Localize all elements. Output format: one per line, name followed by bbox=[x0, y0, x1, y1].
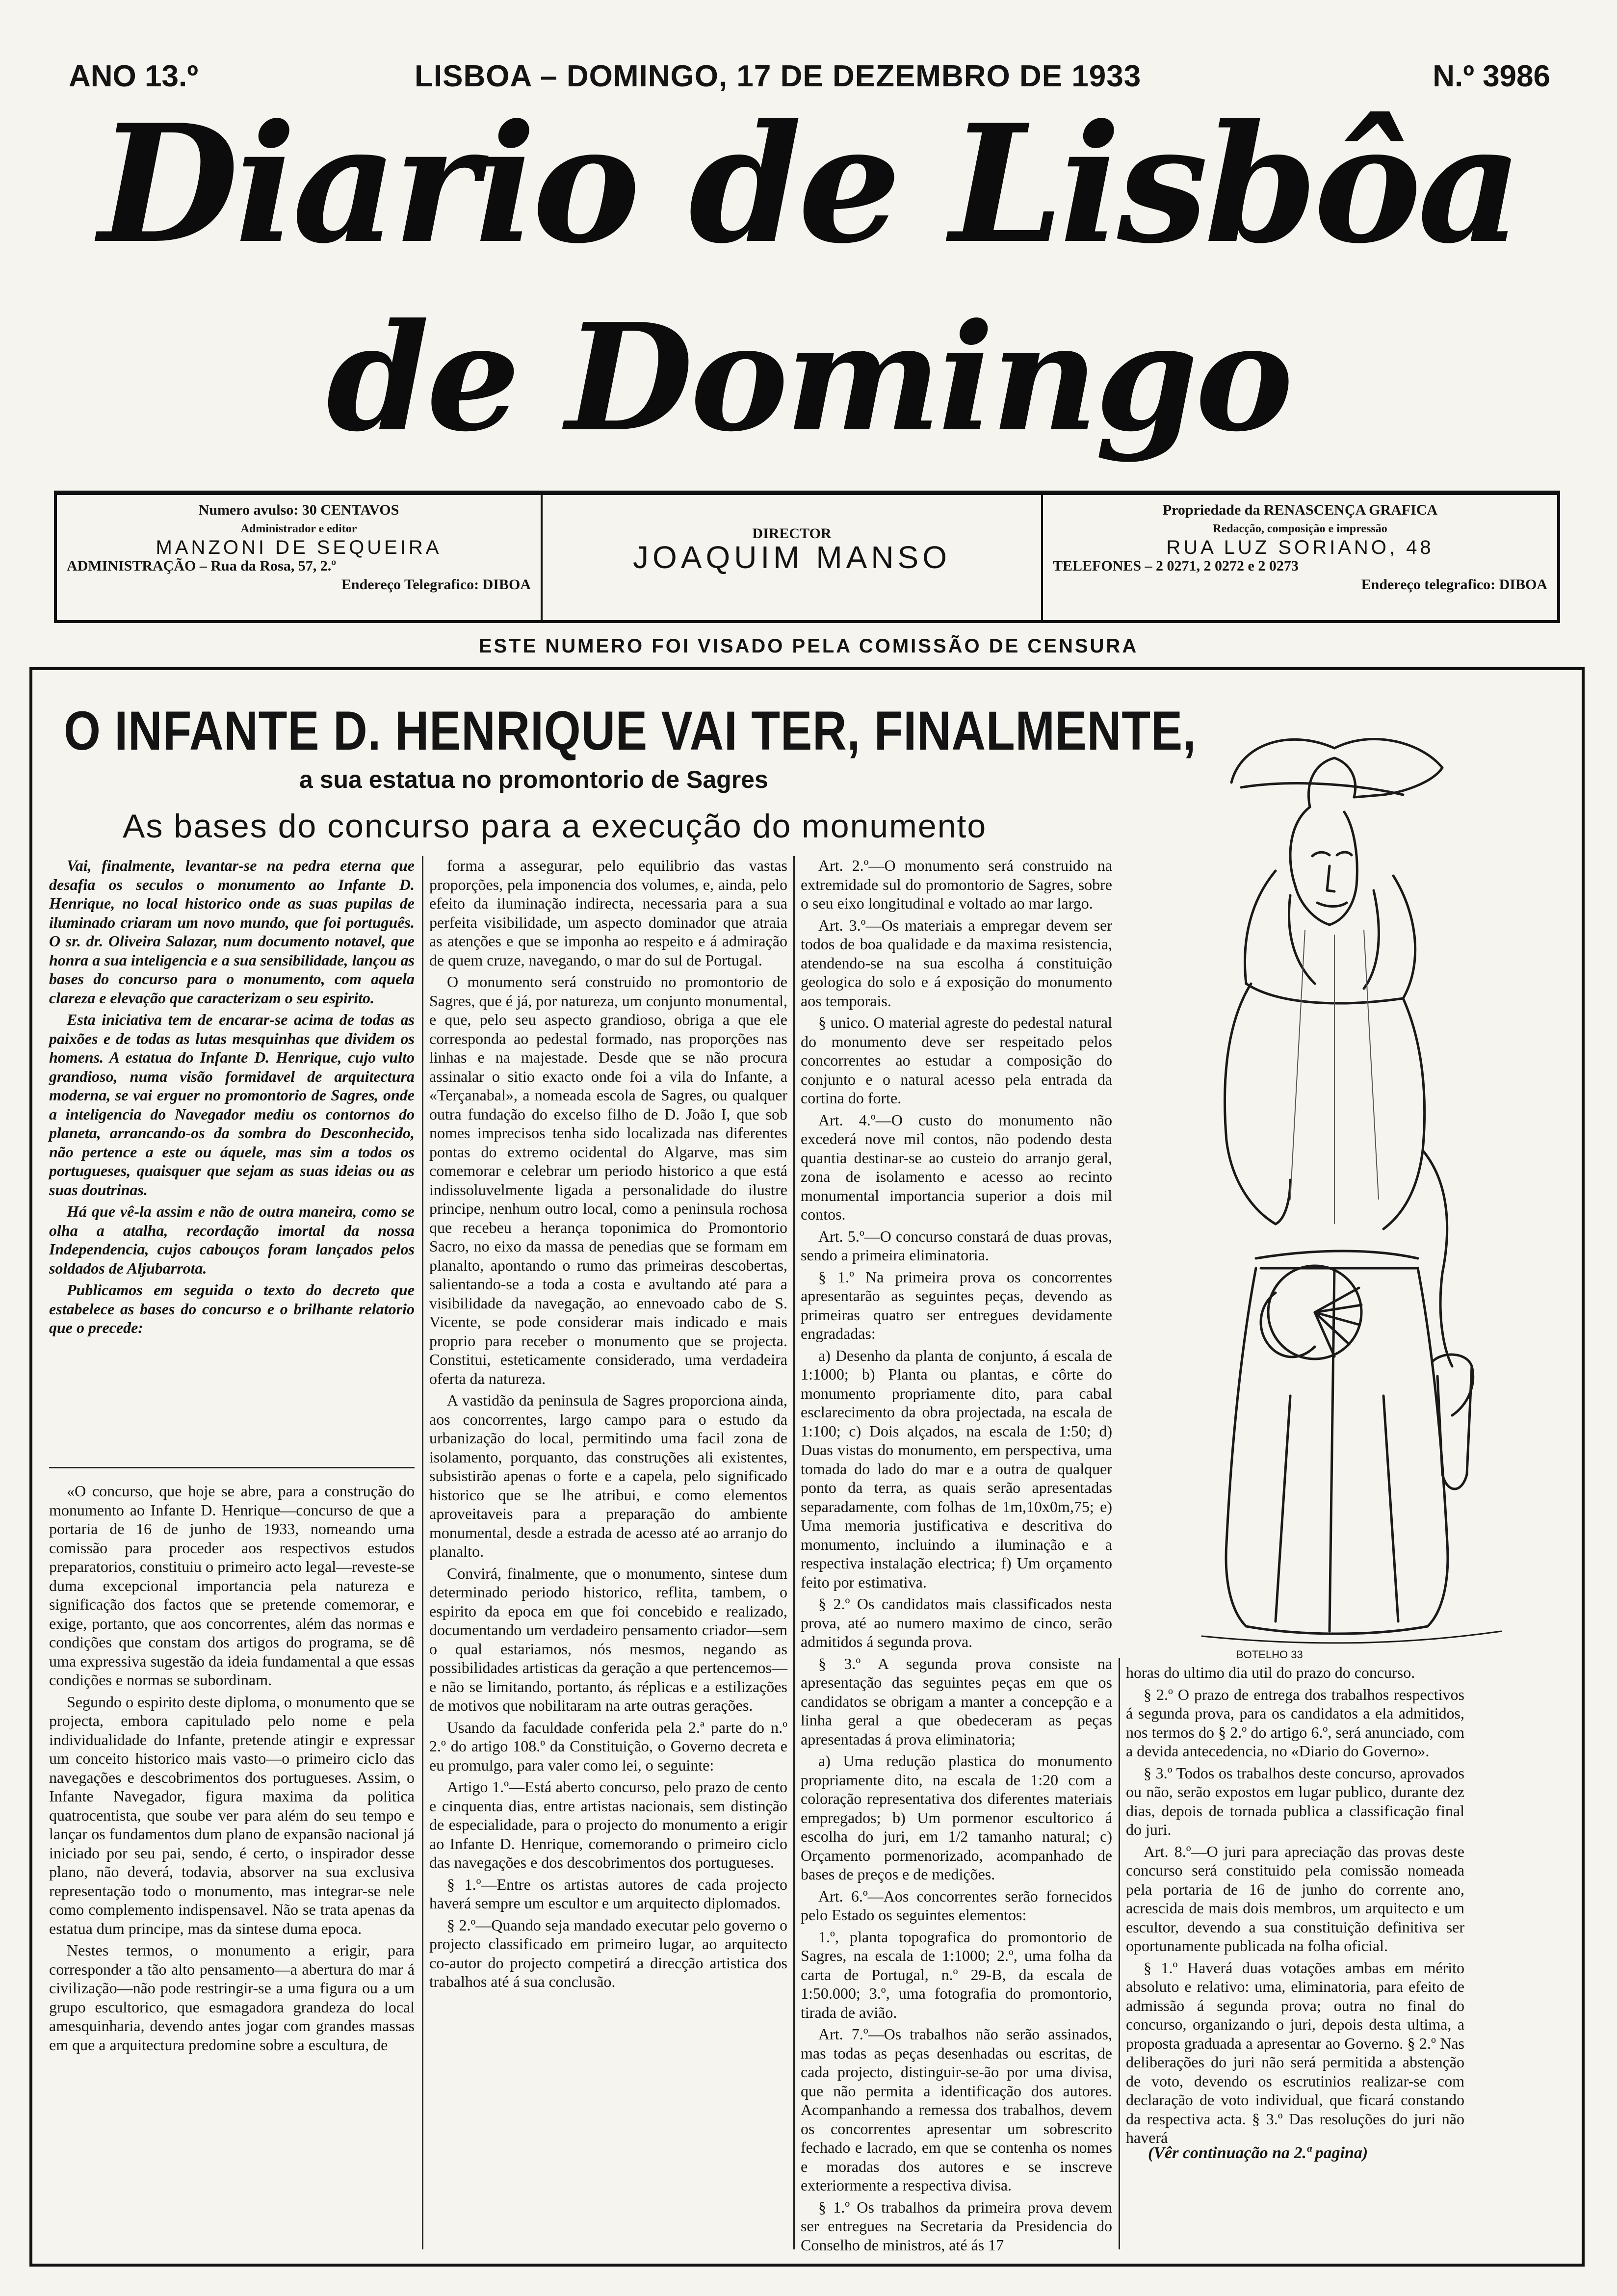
paragraph: forma a assegurar, pelo equilibrio das vastas proporções, pela imponencia dos volumes, e, ainda, pelo efeito da iluminação indirecta, necessaria para a sua perfeita visibilidade, um aspecto dominador que atraia as atenções e que se imponha ao respeito e á admiração de quem cruze, navegando, o mar do sul de Portugal. bbox=[429, 857, 787, 969]
paragraph: Nestes termos, o monumento a erigir, para corresponder a tão alto pensamento—a abertura do mar á civilização—não pode restringir-se a uma figura ou a um grupo escultorico, que esmagadora grandeza do local amesquinharia, devendo antes jogar com grandes massas em que a arquitectura predomine sobre a escultura, de bbox=[49, 1941, 415, 2054]
masthead-subtitle: de Domingo bbox=[326, 291, 1291, 464]
paragraph: Segundo o espirito deste diploma, o monumento que se projecta, embora capitulado pelo nome e pela individualidade do Infante, pretende atingir e expressar um conceito historico mais vasto—o primeiro ciclo das navegações e descobrimentos dos portugueses. Assim, o Infante Navegador, figura maxima da politica quatrocentista, que soube ver para além do seu tempo e lançar os fundamentos dum plano de expansão nacional já iniciado por seu pai, sendo, é certo, o inspirador desse plano, não deverá, todavia, absorver na sua exclusiva representação todo o monumento, mas integrar-se nele como complemento indispensavel. Não se trata apenas da estatua dum principe, mas da sintese duma epoca. bbox=[49, 1693, 415, 1937]
year-label: ANO 13.º bbox=[69, 59, 198, 93]
headline: O INFANTE D. HENRIQUE VAI TER, FINALMENTE, bbox=[64, 700, 1197, 761]
column-1 bbox=[49, 1482, 415, 2252]
paragraph: § unico. O material agreste do pedestal natural do monumento deve ser respeitado pelos concorrentes ao estudar a composição do conjunto e o natural acesso pela entrada da cortina do forte. bbox=[801, 1014, 1112, 1107]
info-box bbox=[54, 491, 1560, 623]
paragraph: Art. 5.º—O concurso constará de duas provas, sendo a primeira eliminatoria. bbox=[801, 1227, 1112, 1264]
intro-column bbox=[49, 856, 415, 1455]
paragraph: a) Desenho da planta de conjunto, á escala de 1:1000; b) Planta ou plantas, e côrte do monumento propriamente dito, para cabal esclarecimento da obra projectada, na escala de 1:100; c) Dois alçados, na escala de 1:50; d) Duas vistas do monumento, em perspectiva, uma tomada do lado do mar e a outra de qualquer ponto da terra, as quais serão apresentadas separadamente, com folhas de 1m,10x0m,75; e) Uma memoria justificativa e descritiva do monumento, incluindo a iluminação e a respectiva instalação electrica; f) Um orçamento feito por estimativa. bbox=[801, 1346, 1112, 1591]
info-admin bbox=[57, 495, 543, 620]
intro-paragraph: Vai, finalmente, levantar-se na pedra eterna que desafia os seculos o monumento ao Infante D. Henrique, no local historico onde as suas pupilas de iluminado criaram um novo mundo, que foi português. O sr. dr. Oliveira Salazar, num documento notavel, que honra a sua inteligencia e a sua sensibilidade, lançou as bases do concurso para o monumento, com aquela clareza e elevação que caracterizam o seu espirito. bbox=[49, 857, 415, 1007]
paragraph: § 1.º Os trabalhos da primeira prova devem ser entregues na Secretaria da Presidencia do Conselho de ministros, até ás 17 bbox=[801, 2198, 1112, 2254]
paragraph: Convirá, finalmente, que o monumento, sintese dum determinado periodo historico, reflita, tambem, o espirito da epoca em que foi concebido e realizado, documentando um verdadeiro pensamento criador—sem o qual estariamos, nós mesmos, negando as possibilidades artisticas da geração a que pertencemos—e não se limitando, portanto, ás réplicas e a estilizações de motivos que nobilitaram na arte outras gerações. bbox=[429, 1564, 787, 1714]
director-name: JOAQUIM MANSO bbox=[632, 540, 951, 575]
masthead-title: Diario de Lisbôa bbox=[98, 89, 1519, 279]
paragraph: Usando da faculdade conferida pela 2.ª parte do n.º 2.º do artigo 108.º da Constituição, o Governo decreta e eu promulgo, para valer como lei, o seguinte: bbox=[429, 1718, 787, 1774]
paragraph: Art. 8.º—O juri para apreciação das provas deste concurso será constituido pela comissão nomeada pela portaria de 16 de junho do corrente ano, acrescida de mais dois membros, um arquitecto e um escultor, devendo a sua constituição definitiva ser oportunamente publicada na folha oficial. bbox=[1126, 1842, 1464, 1955]
admin-label: Administrador e editor bbox=[240, 522, 357, 535]
paragraph: § 2.º O prazo de entrega dos trabalhos respectivos á segunda prova, para os candidatos a ela admitidos, nos termos do § 2.º do artigo 6.º, será anunciado, com a devida antecedencia, no «Diario do Governo». bbox=[1126, 1685, 1464, 1760]
admin-telegraph: Endereço Telegrafico: DIBOA bbox=[341, 576, 531, 593]
intro-paragraph: Publicamos em seguida o texto do decreto que estabelece as bases do concurso e o brilhante relatorio que o precede: bbox=[49, 1281, 415, 1336]
column-3 bbox=[801, 856, 1112, 2252]
paragraph: A vastidão da peninsula de Sagres proporciona ainda, aos concorrentes, largo campo para o estudo da urbanização do local, permitindo uma facil zona de isolamento, porquanto, das construções ali existentes, subsistirão apenas o forte e a capela, pelo significado historico que se lhe atribui, e como elementos aproveitaveis para a preparação do ambiente monumental, desde a estrada de acesso até ao arranjo do planalto. bbox=[429, 1391, 787, 1560]
column-divider bbox=[1119, 1658, 1120, 2249]
paragraph: «O concurso, que hoje se abre, para a construção do monumento ao Infante D. Henrique—concurso de que a portaria de 16 de junho de 1933, nomeando uma comissão para proceder aos respectivos estudos preparatorios, constituiu o primeiro acto legal—reveste-se duma excepcional importancia pela natureza e significação dos factos que se pretende comemorar, e exige, portanto, que aos concorrentes, além das normas e condições que constam dos artigos do programa, se dê uma expressiva sugestão da ideia fundamental a que essas condições e normas se subordinam. bbox=[49, 1482, 415, 1689]
section-heading: As bases do concurso para a execução do monumento bbox=[123, 808, 987, 845]
column-4 bbox=[1126, 1663, 1464, 2146]
continuation-note: (Vêr continuação na 2.ª pagina) bbox=[1148, 2144, 1368, 2162]
illustration-signature: BOTELHO 33 bbox=[1236, 1648, 1303, 1661]
street: RUA LUZ SORIANO, 48 bbox=[1166, 537, 1434, 558]
admin-address: ADMINISTRAÇÃO – Rua da Rosa, 57, 2.º bbox=[67, 558, 337, 574]
owner-telegraph: Endereço telegrafico: DIBOA bbox=[1361, 576, 1547, 593]
director-label: DIRECTOR bbox=[752, 525, 832, 542]
intro-divider bbox=[49, 1467, 415, 1468]
paragraph: 1.º, planta topografica do promontorio de Sagres, na escala de 1:1000; 2.º, uma folha da carta de Portugal, n.º 29-B, da escala de 1:50.000; 3.º, uma fotografia do promontorio, tirada de avião. bbox=[801, 1928, 1112, 2021]
paragraph: § 3.º A segunda prova consiste na apresentação das seguintes peças em que os candidatos se obrigam a manter a concepção e a linha geral a que obedeceram as peças apresentadas á prova eliminatoria; bbox=[801, 1654, 1112, 1748]
paragraph: Art. 4.º—O custo do monumento não excederá nove mil contos, não podendo desta quantia destinar-se ao custeio do arranjo geral, zona de isolamento e acesso ao recinto monumental importancia superior a dois mil contos. bbox=[801, 1111, 1112, 1223]
info-owner bbox=[1043, 495, 1557, 620]
info-director bbox=[543, 495, 1043, 620]
redacao: Redacção, composição e impressão bbox=[1213, 522, 1387, 535]
paragraph: § 2.º—Quando seja mandado executar pelo governo o projecto classificado em primeiro lugar, ao arquitecto co-autor do projecto competirá a direcção artistica dos trabalhos até á sua conclusão. bbox=[429, 1916, 787, 1990]
paragraph: Art. 2.º—O monumento será construido na extremidade sul do promontorio de Sagres, sobre o seu eixo longitudinal e voltado ao mar largo. bbox=[801, 857, 1112, 912]
admin-name: MANZONI DE SEQUEIRA bbox=[156, 537, 442, 558]
intro-paragraph: Há que vê-la assim e não de outra maneira, como se olha a atalha, recordação imortal da nossa Independencia, cujos cabouços foram lançados pelos soldados de Aljubarrota. bbox=[49, 1202, 415, 1277]
paragraph: § 3.º Todos os trabalhos deste concurso, aprovados ou não, serão expostos em lugar publico, durante dez dias, depois de tornada publica a classificação final do juri. bbox=[1126, 1764, 1464, 1838]
paragraph: O monumento será construido no promontorio de Sagres, que é já, por natureza, um conjunto monumental, e que, pelo seu aspecto grandioso, obriga a que ele corresponda ao pedestal formado, nas proporções nas linhas e na majestade. Desde que se não procura assinalar o sitio exacto onde foi a vila do Infante, a «Terçanabal», a nomeada escola de Sagres, ou qualquer outra fundação do excelso filho de D. João I, que sob nomes imprecisos tenha sido localizada nas diferentes pontas do extremo ocidental do Algarve, mas sim comemorar e celebrar um periodo historico a que está indissoluvelmente ligada a personalidade do ilustre principe, nenhum outro local, como a peninsula rochosa que recebeu a herança toponimica do Promontorio Sacro, no eixo da massa de penedias que se formam em planalto, apontando o rumo das primeiras descobertas, salientando-se a toda a costa e avultando até para a visibilidade da navegação, ao ennevoado cabo de S. Vicente, se pode considerar mais indicado e mais proprio para receber o monumento que se projecta. Constitui, esteticamente considerado, uma verdadeira oferta da natureza. bbox=[429, 973, 787, 1387]
price: Numero avulso: 30 CENTAVOS bbox=[198, 502, 399, 518]
censorship-notice: ESTE NUMERO FOI VISADO PELA COMISSÃO DE CENSURA bbox=[478, 635, 1139, 657]
issue-number: N.º 3986 bbox=[1433, 59, 1550, 93]
phones: TELEFONES – 2 0271, 2 0272 e 2 0273 bbox=[1053, 558, 1299, 574]
column-2 bbox=[429, 856, 787, 2252]
paragraph: § 2.º Os candidatos mais classificados nesta prova, até ao numero maximo de cinco, serão admitidos á segunda prova. bbox=[801, 1595, 1112, 1650]
subheadline: a sua estatua no promontorio de Sagres bbox=[299, 766, 768, 793]
column-divider bbox=[793, 856, 795, 2249]
paragraph: Artigo 1.º—Está aberto concurso, pelo prazo de cento e cinquenta dias, entre artistas nacionais, sem distinção de especialidade, para o projecto do monumento a erigir ao Infante D. Henrique, comemorando o primeiro ciclo das navegações e dos descobrimentos dos portugueses. bbox=[429, 1778, 787, 1871]
dateline: LISBOA – DOMINGO, 17 DE DEZEMBRO DE 1933 bbox=[415, 59, 1142, 93]
paragraph: horas do ultimo dia util do prazo do concurso. bbox=[1126, 1664, 1415, 1681]
paragraph: a) Uma redução plastica do monumento propriamente dito, na escala de 1:20 com a coloração representativa dos diferentes materiais empregados; b) Um pormenor escultorico á escolha do juri, em 1/2 tamanho natural; c) Orçamento pormenorizado, acompanhado de bases de preços e de medições. bbox=[801, 1752, 1112, 1883]
intro-paragraph: Esta iniciativa tem de encarar-se acima de todas as paixões e de todas as lutas mesquinhas que dividem os homens. A estatua do Infante D. Henrique, cujo vulto grandioso, numa visão formidavel de arquitectura moderna, se vai erguer no promontorio de Sagres, onde a inteligencia do Navegador mediu os contornos do planeta, arrancando-os da sombra do Desconhecido, não pertence a este ou áquele, mas sim a todos os portugueses, quaisquer que sejam as suas ideias ou as suas doutrinas. bbox=[49, 1011, 415, 1199]
column-divider bbox=[422, 856, 423, 2249]
infante-illustration bbox=[1128, 709, 1531, 1661]
paragraph: § 1.º—Entre os artistas autores de cada projecto haverá sempre um escultor e um arquitecto diplomados. bbox=[429, 1875, 787, 1912]
paragraph: Art. 3.º—Os materiais a empregar devem ser todos de boa qualidade e da maxima resistencia, atendendo-se na sua escolha á constituição geologica do solo e á exposição do monumento aos temporais. bbox=[801, 916, 1112, 1010]
owner: Propriedade da RENASCENÇA GRAFICA bbox=[1162, 502, 1438, 518]
paragraph: § 1.º Haverá duas votações ambas em mérito absoluto e relativo: uma, eliminatoria, para efeito de admissão á segunda prova; outra no final do concurso, organizando o juri, depois desta ultima, a proposta graduada a apresentar ao Governo. § 2.º Nas deliberações do juri não será permitida a abstenção de voto, devendo os escrutinios realizar-se com declaração de voto individual, que ficará constando da respectiva acta. § 3.º Das resoluções do juri não haverá bbox=[1126, 1958, 1464, 2146]
paragraph: Art. 6.º—Aos concorrentes serão fornecidos pelo Estado os seguintes elementos: bbox=[801, 1887, 1112, 1924]
paragraph: Art. 7.º—Os trabalhos não serão assinados, mas todas as peças desenhadas ou escritas, de cada projecto, distinguir-se-ão por uma divisa, que não permita a identificação dos autores. Acompanhando a remessa dos trabalhos, devem os concorrentes apresentar um sobrescrito fechado e lacrado, em que se contenha os nomes e moradas dos autores e se inscreve exteriormente a respectiva divisa. bbox=[801, 2025, 1112, 2194]
paragraph: § 1.º Na primeira prova os concorrentes apresentarão as seguintes peças, devendo as primeiras quatro ser entregues devidamente engradadas: bbox=[801, 1268, 1112, 1342]
